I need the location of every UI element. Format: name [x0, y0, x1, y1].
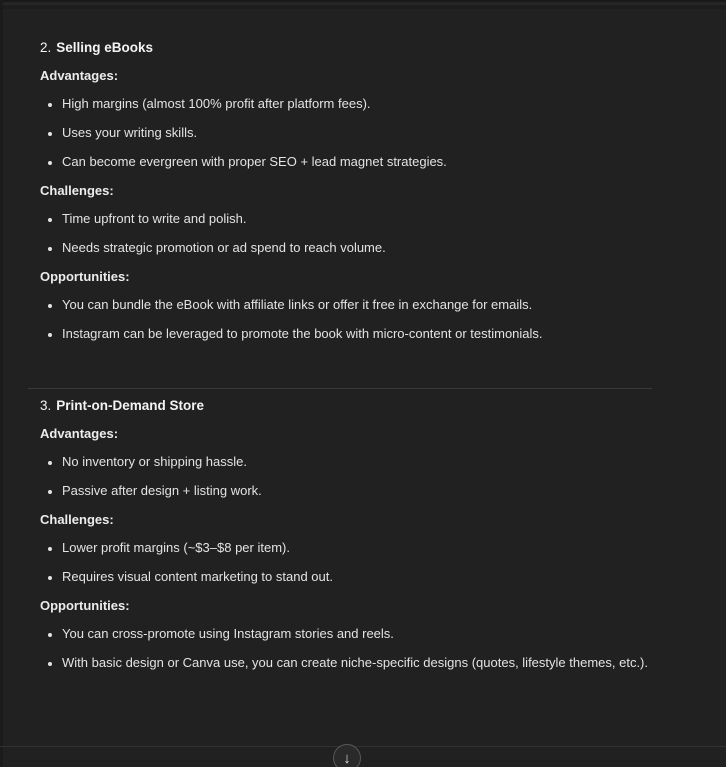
top-edge-strip: [0, 0, 726, 9]
list-item: • Can become evergreen with proper SEO + lead magnet strategies.: [62, 152, 656, 172]
group-label-challenges: Challenges:: [40, 183, 114, 198]
group-label-challenges: Challenges:: [40, 512, 114, 527]
group-label-advantages: Advantages:: [40, 426, 119, 441]
list-item: • Lower profit margins (~$3–$8 per item).: [62, 538, 656, 558]
section-title: Print-on-Demand Store: [56, 398, 205, 413]
bullet-list: [40, 452, 656, 501]
bullet-list: [40, 209, 656, 258]
bullet-list: [40, 624, 656, 673]
list-item: • Uses your writing skills.: [62, 123, 656, 143]
section-number: 2.: [40, 40, 52, 55]
bullet-list: [40, 94, 656, 172]
list-item: • No inventory or shipping hassle.: [62, 452, 656, 472]
group-label-opportunities: Opportunities:: [40, 598, 130, 613]
list-item: • Instagram can be leveraged to promote the book with micro-content or testimonials.: [62, 324, 656, 344]
list-item: • High margins (almost 100% profit after platform fees).: [62, 94, 656, 114]
scroll-to-bottom-button[interactable]: [333, 744, 361, 767]
section-number: 3.: [40, 398, 52, 413]
section-selling-ebooks: [40, 38, 656, 344]
list-item: • Requires visual content marketing to stand out.: [62, 567, 656, 587]
group-label-advantages: Advantages:: [40, 68, 119, 83]
left-edge-strip: [0, 0, 3, 767]
list-item: • Needs strategic promotion or ad spend to reach volume.: [62, 238, 656, 258]
bullet-list: [40, 538, 656, 587]
bullet-list: [40, 295, 656, 344]
list-item: • Time upfront to write and polish.: [62, 209, 656, 229]
arrow-down-icon: ↓: [343, 749, 351, 767]
composer-top-divider: [0, 746, 726, 747]
section-title: Selling eBooks: [56, 40, 154, 55]
section-divider: [28, 388, 652, 389]
section-heading: [40, 396, 656, 416]
list-item: • With basic design or Canva use, you can create niche-specific designs (quotes, lifestyle themes, etc.).: [62, 653, 656, 673]
group-label-opportunities: Opportunities:: [40, 269, 130, 284]
section-print-on-demand: [40, 396, 656, 673]
list-item: • You can bundle the eBook with affiliate links or offer it free in exchange for emails.: [62, 295, 656, 315]
section-heading: [40, 38, 656, 58]
assistant-message: [40, 38, 656, 682]
list-item: • Passive after design + listing work.: [62, 481, 656, 501]
list-item: • You can cross-promote using Instagram stories and reels.: [62, 624, 656, 644]
